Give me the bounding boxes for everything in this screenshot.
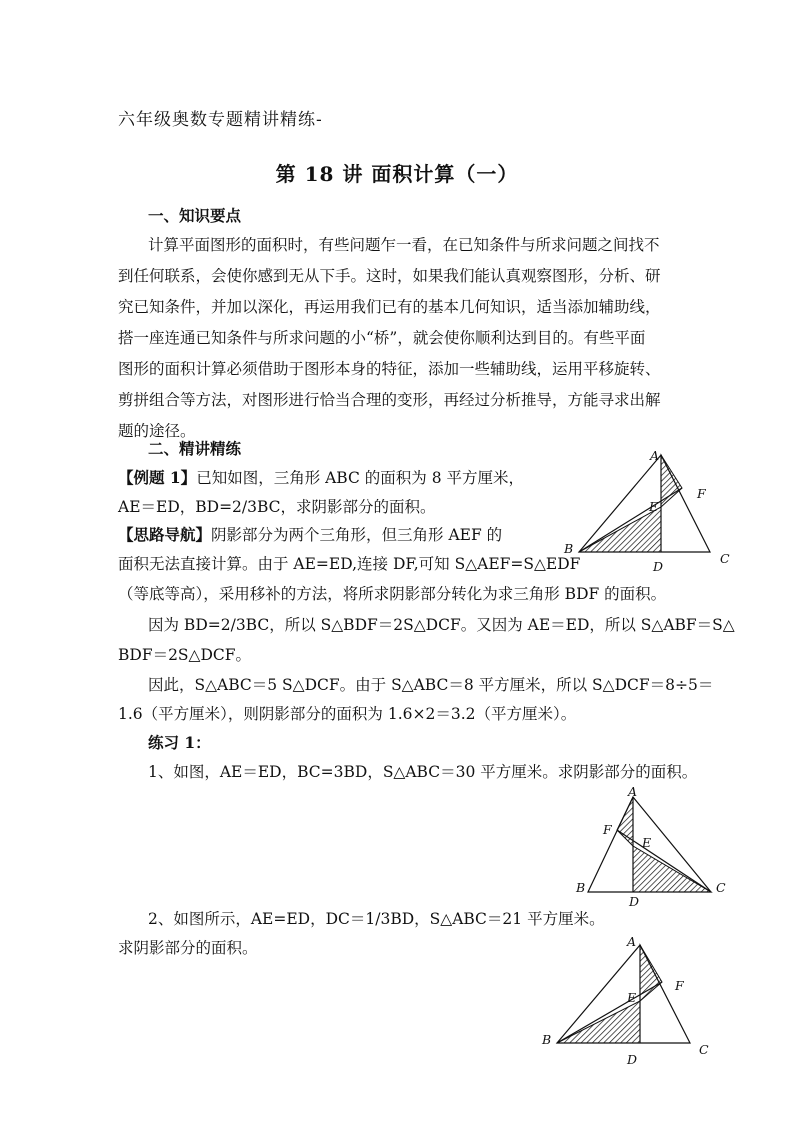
guide-text: 阴影部分为两个三角形，但三角形 AEF 的 (211, 526, 503, 544)
knowledge-line: 究已知条件，并加以深化，再运用我们已有的基本几何知识，适当添加辅助线， (118, 298, 661, 316)
question-2-line1: 2、如图所示，AE=ED，DC＝1/3BD，S△ABC＝21 平方厘米。 (148, 910, 605, 928)
practice2-figure (535, 930, 725, 1070)
guide-tag: 【思路导航】 (118, 525, 212, 544)
guide-line1 (118, 526, 502, 544)
label-a: A (627, 934, 637, 949)
label-f: F (697, 486, 706, 501)
label-d: D (629, 894, 640, 907)
example1-figure (555, 440, 745, 580)
label-e: E (649, 499, 659, 514)
knowledge-line: 搭一座连通已知条件与所求问题的小“桥”，就会使你顺利达到目的。有些平面 (118, 329, 646, 347)
knowledge-line: 剪拼组合等方法，对图形进行恰当合理的变形，再经过分析推导，方能寻求出解 (118, 391, 661, 409)
question-2-line2: 求阴影部分的面积。 (118, 939, 258, 957)
conclusion-line2: 1.6（平方厘米），则阴影部分的面积为 1.6×2＝3.2（平方厘米）。 (118, 705, 577, 723)
example1-tag: 【例题 1】 (118, 468, 197, 487)
label-e: E (627, 990, 637, 1005)
label-f: F (675, 978, 684, 993)
question-1: 1、如图，AE＝ED，BC=3BD，S△ABC＝30 平方厘米。求阴影部分的面积。 (148, 763, 698, 781)
label-c: C (720, 551, 730, 566)
practice1-figure (570, 785, 735, 907)
label-d: D (653, 559, 664, 574)
knowledge-line: 计算平面图形的面积时，有些问题乍一看，在已知条件与所求问题之间找不 (148, 236, 660, 254)
label-a: A (650, 448, 660, 463)
guide-line3: （等底等高），采用移补的方法，将所求阴影部分转化为求三角形 BDF 的面积。 (118, 585, 667, 603)
label-b: B (542, 1032, 552, 1047)
shaded-triangle-bde (557, 1001, 640, 1043)
conclusion-line1: 因此，S△ABC＝5 S△DCF。由于 S△ABC＝8 平方厘米，所以 S△DCF＝8÷5＝ (148, 676, 714, 694)
label-b: B (564, 541, 574, 556)
label-c: C (716, 880, 726, 895)
knowledge-line: 题的途径。 (118, 422, 196, 440)
example1-text: 已知如图，三角形 ABC 的面积为 8 平方厘米， (196, 469, 524, 487)
section-practice-heading: 二、精讲精练 (148, 439, 242, 458)
label-b: B (576, 880, 586, 895)
guide-line2: 面积无法直接计算。由于 AE=ED,连接 DF,可知 S△AEF=S△EDF (118, 555, 581, 573)
example1-line1 (118, 469, 524, 487)
label-d: D (627, 1052, 638, 1067)
lecture-title: 第 18 讲 面积计算（一） (275, 162, 519, 186)
example1-line2: AE＝ED，BD=2/3BC，求阴影部分的面积。 (118, 498, 436, 516)
reason-line2: BDF＝2S△DCF。 (118, 646, 252, 664)
practice-heading: 练习 1： (148, 733, 211, 752)
series-header: 六年级奥数专题精讲精练- (118, 110, 323, 130)
knowledge-line: 图形的面积计算必须借助于图形本身的特征，添加一些辅助线，运用平移旋转、 (118, 360, 661, 378)
reason-line1: 因为 BD=2/3BC，所以 S△BDF＝2S△DCF。又因为 AE＝ED，所以 S△ABF＝S△ (148, 616, 735, 634)
section-knowledge-heading: 一、知识要点 (148, 206, 242, 225)
label-c: C (699, 1042, 709, 1057)
knowledge-line: 到任何联系，会使你感到无从下手。这时，如果我们能认真观察图形，分析、研 (118, 267, 661, 285)
shaded-triangle-edc (633, 846, 711, 892)
label-a: A (628, 785, 638, 799)
label-e: E (642, 835, 652, 850)
label-f: F (603, 822, 612, 837)
